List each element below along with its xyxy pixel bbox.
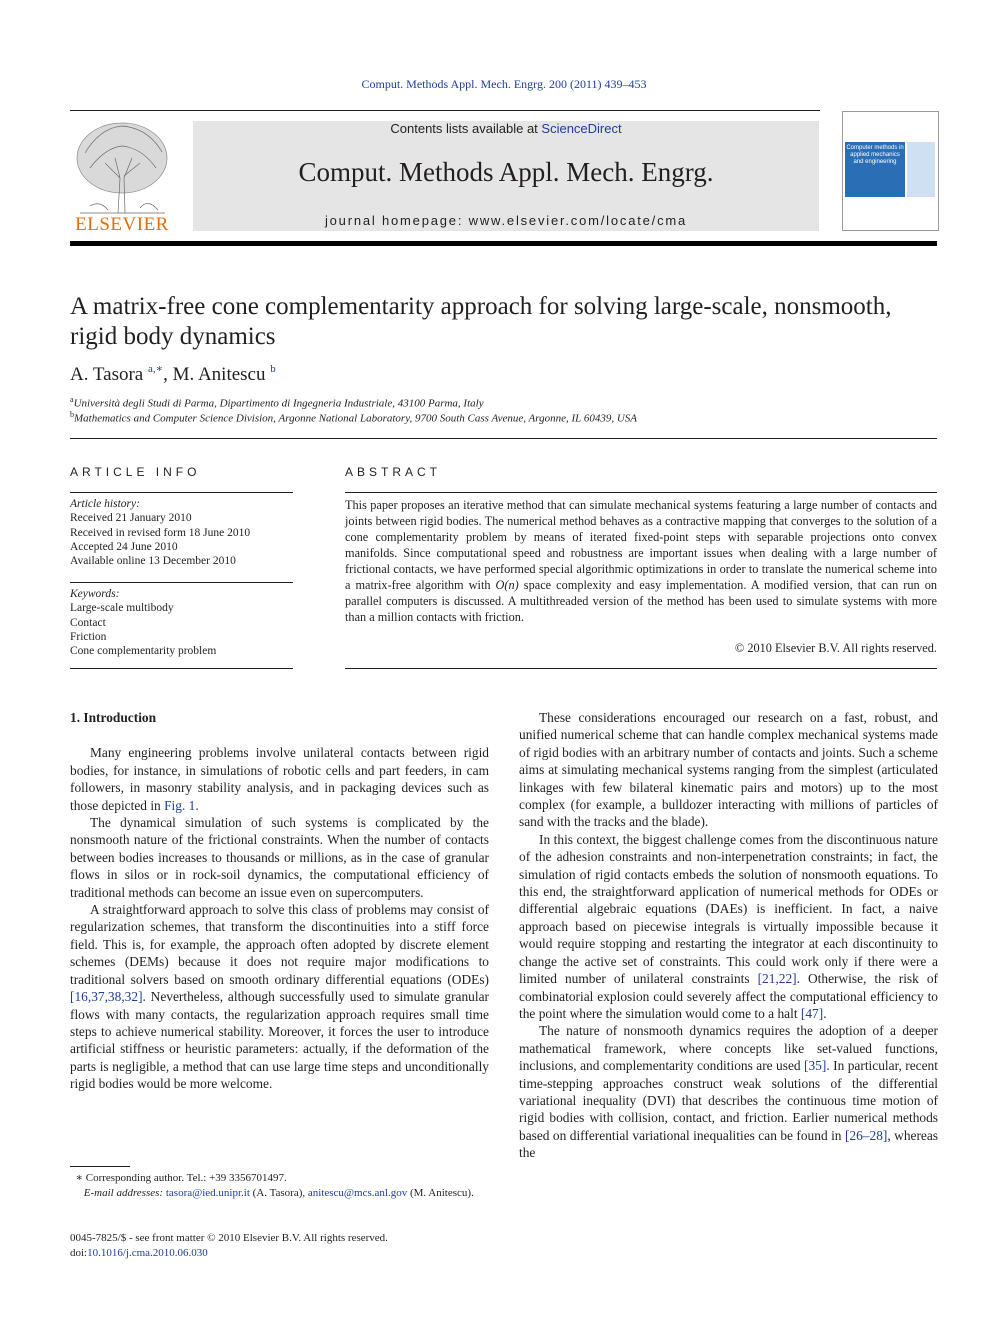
affiliation-b-text: Mathematics and Computer Science Division, Argonne National Laboratory, 9700 South Cass Avenue, Argonne, IL 60439, USA [74, 412, 638, 425]
history-online: Available online 13 December 2010 [70, 555, 236, 568]
citation-link[interactable]: [47] [800, 1005, 824, 1021]
body-right-column [519, 709, 938, 1162]
footnote-divider [70, 1166, 130, 1167]
footnote-corresponding [70, 1171, 489, 1186]
paragraph [70, 744, 489, 814]
citation-link[interactable]: [21,22] [757, 971, 797, 987]
article-title: A matrix-free cone complementarity approach for solving large-scale, nonsmooth, rigid body dynamics [70, 293, 892, 350]
doi-link[interactable]: 10.1016/j.cma.2010.06.030 [87, 1246, 208, 1259]
paragraph: The dynamical simulation of such systems is complicated by the nonsmooth nature of the frictional constraints. When the number of contacts between bodies increases to thousands or millions, as in the case of granular flows in silos or in rock-soil dynamics, the computational efficiency of traditional methods can become an issue even on supercomputers. [70, 815, 489, 900]
abstract-copyright: © 2010 Elsevier B.V. All rights reserved. [734, 641, 937, 655]
article-info-rule-mid [70, 582, 293, 583]
affiliation-a-text: Università degli Studi di Parma, Dipartimento di Ingegneria Industriale, 43100 Parma, Italy [73, 397, 484, 410]
paragraph-text: . Nevertheless, although successfully used to simulate granular flows with many contacts, the regularization approach requires small time steps to achieve numerical stability. Moreover, it forces the user to introduce artificial stiffness or heuristic parameters: actually, if the deformation of the parts is negligible, a method that can use large time steps and unconditionally rigid bodies would be more welcome. [70, 989, 489, 1092]
sciencedirect-link[interactable]: ScienceDirect [541, 121, 622, 136]
top-divider [70, 110, 820, 111]
abstract-rule-bottom [345, 668, 937, 669]
contents-line [193, 121, 819, 136]
affiliation-b [70, 410, 637, 425]
journal-cover-thumbnail [842, 111, 939, 231]
front-matter-note [70, 1231, 388, 1260]
journal-homepage[interactable]: journal homepage: www.elsevier.com/locate/cma [324, 213, 688, 228]
footnote-emails [70, 1186, 489, 1201]
author-anitescu-affiliation[interactable]: b [270, 363, 276, 375]
paragraph-text: . In particular, recent time-stepping approaches construct weak solutions of the differential variational inequality (DVI) that describes the continuous time motion of rigid bodies with collision, contact, and friction. Earlier numerical methods based on differential variational inequalities can be found in [519, 1058, 938, 1143]
elsevier-tree-icon [70, 118, 175, 233]
contents-prefix: Contents lists available at [390, 121, 542, 136]
header-thick-divider [70, 241, 937, 246]
history-received: Received 21 January 2010 [70, 512, 192, 525]
email-link-tasora[interactable]: tasora@ied.unipr.it [165, 1186, 250, 1199]
paragraph-text: , whereas the [519, 1127, 939, 1161]
affiliation-a-marker: a [70, 395, 74, 404]
author-tasora: A. Tasora [70, 364, 144, 385]
abstract-text-part2: space complexity and easy implementation. A modified version, that can run on parallel computers is discussed. A multithreaded version of the method has been used to simulate systems with more than a million contacts with friction. [345, 578, 937, 624]
footnote-star: ∗ [75, 1172, 83, 1184]
article-info-heading: ARTICLE INFO [70, 465, 201, 479]
keyword-item: Contact [70, 616, 106, 629]
cover-title-band: Computer methods in applied mechanics and engineering [845, 142, 905, 197]
journal-banner [193, 121, 819, 231]
doi-label: doi: [70, 1246, 88, 1259]
email-label: E-mail addresses: [83, 1186, 164, 1199]
journal-title: Comput. Methods Appl. Mech. Engrg. [298, 157, 714, 187]
elsevier-wordmark: ELSEVIER [75, 214, 169, 233]
affiliation-b-marker: b [70, 410, 74, 419]
abstract-text-part1: This paper proposes an iterative method that can simulate mechanical systems featuring a large number of contacts and joints between rigid bodies. The numerical method behaves as a contractive mapping that converges to the solution of a cone complementarity problem by means of iterated fixed-point steps with separable projections onto convex manifolds. Since computational speed and robustness are important issues when dealing with a large number of frictional contacts, we have performed special algorithmic optimizations in order to translate the numerical scheme into a matrix-free algorithm with [345, 498, 937, 592]
article-info-rule-top [70, 492, 293, 493]
keywords [70, 587, 293, 658]
author-list [70, 362, 276, 386]
paragraph [519, 831, 938, 1022]
citation-link[interactable]: [16,37,38,32] [70, 989, 143, 1005]
keywords-label: Keywords: [70, 588, 120, 600]
paragraph-text: . [823, 1005, 827, 1021]
history-label: Article history: [70, 498, 140, 510]
email-owner: (M. Anitescu). [407, 1186, 474, 1199]
paragraph-text: . Otherwise, the risk of combinatorial explosion could severely affect the computational efficiency to the point where the simulation would come to a halt [519, 971, 938, 1021]
article-history [70, 497, 293, 568]
abstract-text [345, 497, 937, 625]
paragraph-text: . [195, 797, 199, 813]
author-tasora-affiliation[interactable]: a,∗ [148, 363, 164, 375]
corresponding-author-footnote [70, 1171, 489, 1200]
keyword-item: Friction [70, 630, 107, 643]
cover-side-band [907, 142, 935, 197]
email-link-anitescu[interactable]: anitescu@mcs.anl.gov [307, 1186, 408, 1199]
keyword-item: Large-scale multibody [70, 602, 174, 615]
history-accepted: Accepted 24 June 2010 [70, 540, 178, 553]
issn-line: 0045-7825/$ - see front matter © 2010 Elsevier B.V. All rights reserved. [70, 1232, 388, 1244]
citation-link[interactable]: [35] [804, 1058, 827, 1074]
citation-link[interactable]: [26–28] [844, 1127, 888, 1143]
paragraph: These considerations encouraged our research on a fast, robust, and unified numerical scheme that can handle complex mechanical systems made of rigid bodies with an arbitrary number of contacts and joints. Such a scheme aims at simulating mechanical systems ranging from the simplest (articulated linkages with few bilateral kinematic pairs and motors) up to the most complex (for example, a bulldozer interacting with millions of particles of sand with the tracks and the blade). [519, 710, 938, 830]
author-separator: , [163, 364, 173, 385]
history-revised: Received in revised form 18 June 2010 [70, 526, 251, 539]
figure-link[interactable]: Fig. 1 [164, 797, 196, 813]
doi-line [70, 1246, 388, 1261]
paragraph-text: The nature of nonsmooth dynamics requires the adoption of a deeper mathematical framework, where concepts like set-valued functions, inclusions, and complementarity conditions are used [519, 1023, 938, 1074]
elsevier-logo [70, 118, 175, 233]
abstract-math: O(n) [495, 578, 519, 592]
body-left-column [70, 709, 489, 1093]
article-info-rule-bottom [70, 668, 293, 669]
meta-divider [70, 438, 937, 439]
abstract-heading: ABSTRACT [345, 465, 442, 479]
paragraph [519, 1022, 938, 1161]
paragraph-text: A straightforward approach to solve this class of problems may consist of regularization schemes, that transform the discontinuities into a stiff force field. This is, for example, the approach often adopted by discrete element schemes (DEMs) because it does not require major modifications to traditional solvers based on smooth ordinary differential equations (ODEs) [70, 902, 489, 987]
footnote-corresponding-text: Corresponding author. Tel.: +39 3356701497. [82, 1172, 287, 1184]
abstract-rule-top [345, 492, 937, 493]
paragraph-text: In this context, the biggest challenge comes from the discontinuous nature of the adhesion constraints and non-interpenetration constraints; in fact, the simulation of rigid contacts embeds the solution of nonsmooth equations. To this end, the straightforward application of numerical methods for ODEs or differential algebraic equations (DAEs) is inefficient. In fact, a naive approach based on piecewise integrals is virtually impossible because it would require stopping and restarting the integrator at each discontinuity to change the active set of constraints. This could work only if there were a limited number of unilateral constraints [519, 831, 938, 987]
keyword-item: Cone complementarity problem [70, 645, 217, 658]
journal-citation-link[interactable]: Comput. Methods Appl. Mech. Engrg. 200 (2011) 439–453 [361, 77, 647, 91]
section-heading-introduction: 1. Introduction [70, 710, 157, 725]
affiliation-a [70, 395, 484, 410]
paragraph-text: Many engineering problems involve unilateral contacts between rigid bodies, for instance, in simulations of robotic cells and part feeders, in cam followers, in masonry stability analysis, and in packaging devices such as those depicted in [70, 745, 489, 813]
author-anitescu: M. Anitescu [172, 364, 266, 385]
email-owner: (A. Tasora), [249, 1186, 308, 1199]
paragraph [70, 901, 489, 1092]
